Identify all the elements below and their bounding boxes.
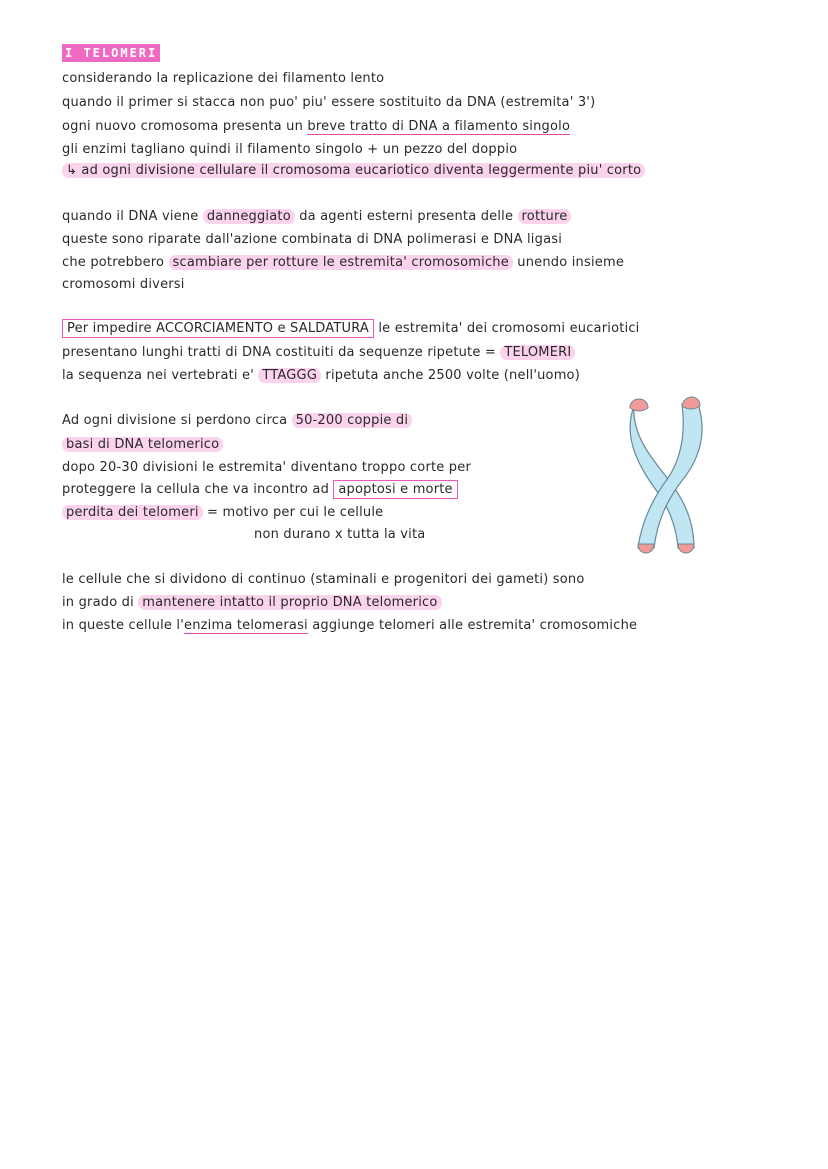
p4-line4-boxed: apoptosi e morte [333, 480, 457, 499]
p4-line5-highlight: perdita dei telomeri [62, 505, 203, 520]
p5-line3-text-b: aggiunge telomeri alle estremita' cromosomiche [307, 618, 638, 633]
p1-line3-underlined: breve tratto di DNA a filamento singolo [307, 119, 571, 134]
p3-line3-text-b: ripetuta anche 2500 volte (nell'uomo) [321, 368, 580, 383]
p5-line3 [62, 617, 637, 635]
p4-line3-text: dopo 20-30 divisioni le estremita' diventano troppo corte per [62, 460, 472, 475]
telomere-bottom-left [638, 544, 654, 553]
p3-line2-highlight: TELOMERI [500, 345, 575, 360]
p5-line2 [62, 594, 442, 612]
p2-line4 [62, 276, 185, 294]
p4-line6 [254, 526, 425, 544]
p4-line1 [62, 412, 412, 430]
p5-line3-underlined: enzima telomerasi [184, 618, 308, 633]
p1-line3-text: ogni nuovo cromosoma presenta un [62, 119, 308, 134]
p3-line1 [62, 320, 640, 338]
p3-line2 [62, 344, 575, 362]
p1-line5-highlight: ↳ ad ogni divisione cellulare il cromosoma eucariotico diventa leggermente piu' corto [62, 163, 645, 178]
telomere-bottom-right [678, 544, 694, 553]
p3-line1-boxed: Per impedire ACCORCIAMENTO e SALDATURA [62, 319, 374, 338]
p2-line3-text-b: unendo insieme [512, 255, 625, 270]
p1-line1 [62, 70, 384, 88]
p4-line5-text: = motivo per cui le cellule [202, 505, 384, 520]
p2-line1 [62, 208, 571, 226]
p5-line2-text: in grado di [62, 595, 139, 610]
p2-line3-text-a: che potrebbero [62, 255, 169, 270]
p3-line2-text: presentano lunghi tratti di DNA costituiti da sequenze ripetute = [62, 345, 501, 360]
p4-line5 [62, 504, 383, 522]
p1-line1-text: considerando la replicazione dei filamento lento [62, 71, 385, 86]
p2-line3-highlight: scambiare per rotture le estremita' cromosomiche [169, 255, 513, 270]
p1-line2 [62, 94, 595, 112]
p2-line2-text: queste sono riparate dall'azione combinata di DNA polimerasi e DNA ligasi [62, 232, 563, 247]
p5-line1 [62, 571, 585, 589]
p4-line2 [62, 436, 223, 454]
p4-line3 [62, 459, 471, 477]
p5-line2-highlight: mantenere intatto il proprio DNA telomerico [138, 595, 441, 610]
p4-line1-highlight: 50-200 coppie di [292, 413, 413, 428]
p3-line3-highlight: TTAGGG [258, 368, 321, 383]
telomere-top-left [630, 399, 648, 411]
p4-line4-text: proteggere la cellula che va incontro ad [62, 482, 334, 497]
page-title: I TELOMERI [62, 44, 160, 62]
p5-line1-text: le cellule che si dividono di continuo (staminali e progenitori dei gameti) sono [62, 572, 585, 587]
p2-line1-highlight-b: rotture [518, 209, 572, 224]
p2-line1-text-a: quando il DNA viene [62, 209, 203, 224]
chromosome-illustration [628, 394, 718, 558]
p1-line4 [62, 141, 517, 159]
p1-line2-text: quando il primer si stacca non puo' piu' essere sostituito da DNA (estremita' 3') [62, 95, 596, 110]
p4-line6-text: non durano x tutta la vita [254, 527, 426, 542]
p5-line3-text-a: in queste cellule l' [62, 618, 185, 633]
p2-line4-text: cromosomi diversi [62, 277, 185, 292]
p4-line2-highlight: basi di DNA telomerico [62, 437, 223, 452]
telomere-top-right [682, 397, 700, 409]
p2-line3 [62, 254, 624, 272]
p1-line5 [62, 162, 645, 180]
p3-line1-text: le estremita' dei cromosomi eucariotici [374, 321, 640, 336]
p4-line4 [62, 481, 458, 499]
p4-line1-text: Ad ogni divisione si perdono circa [62, 413, 292, 428]
p1-line4-text: gli enzimi tagliano quindi il filamento singolo + un pezzo del doppio [62, 142, 518, 157]
p2-line1-text-b: da agenti esterni presenta delle [294, 209, 518, 224]
p2-line1-highlight-a: danneggiato [203, 209, 295, 224]
p3-line3 [62, 367, 580, 385]
p2-line2 [62, 231, 562, 249]
p1-line3 [62, 118, 570, 136]
p3-line3-text-a: la sequenza nei vertebrati e' [62, 368, 259, 383]
